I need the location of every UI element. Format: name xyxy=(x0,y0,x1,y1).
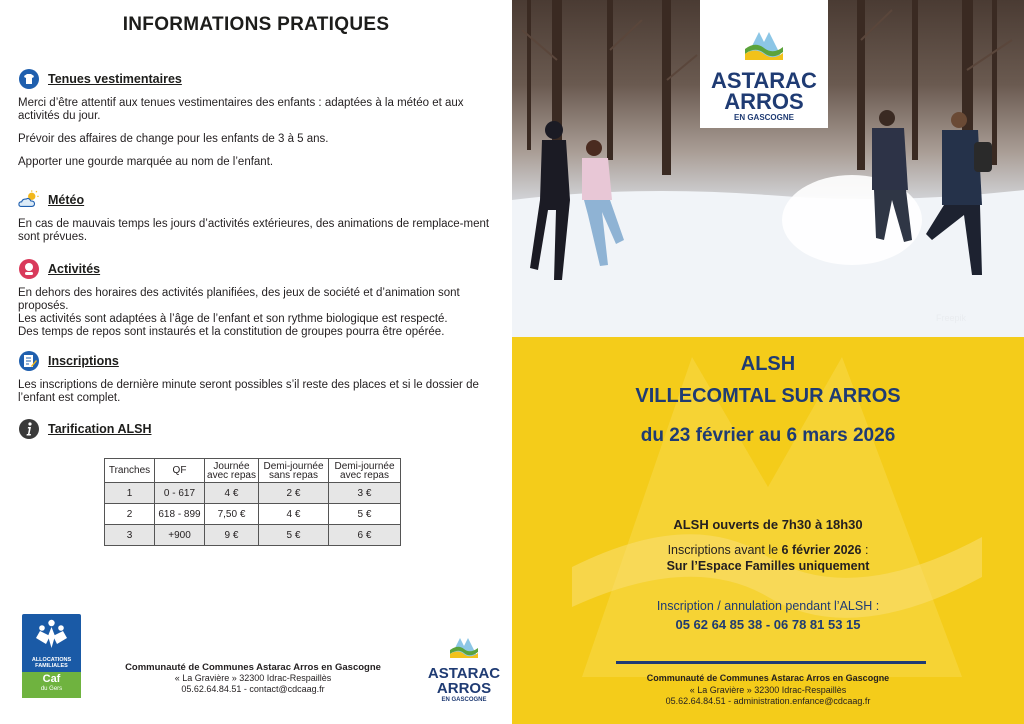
table-cell: 5 € xyxy=(329,504,401,525)
astarac-mark-icon xyxy=(446,636,482,660)
table-cell: 0 - 617 xyxy=(155,483,205,504)
footer-contact: 05.62.64.84.51 - administration.enfance@cdcaag.fr xyxy=(665,696,871,706)
table-cell: 5 € xyxy=(259,525,329,546)
logo-line2: ARROS xyxy=(724,89,804,114)
weather-icon xyxy=(18,189,40,211)
table-cell: 6 € xyxy=(329,525,401,546)
table-cell: 1 xyxy=(105,483,155,504)
caf-line1: ALLOCATIONS xyxy=(31,657,72,663)
paragraph: Les activités sont adaptées à l’âge de l’enfant et son rythme biologique est respecté. xyxy=(18,313,448,325)
table-cell: +900 xyxy=(155,525,205,546)
title-location: VILLECOMTAL SUR ARROS xyxy=(635,385,901,407)
tshirt-icon xyxy=(18,68,40,90)
table-cell: 3 xyxy=(105,525,155,546)
paragraph: Prévoir des affaires de change pour les enfants de 3 à 5 ans. xyxy=(18,133,329,145)
table-row xyxy=(105,525,401,546)
section-title: Activités xyxy=(48,262,101,276)
photo-credit: Freepik xyxy=(935,313,966,323)
table-header-row xyxy=(105,459,401,483)
paragraph: Des temps de repos sont instaurés et la constitution de groupes pourra être opérée. xyxy=(18,326,445,338)
table-cell: 2 xyxy=(105,504,155,525)
activities-icon xyxy=(18,258,40,280)
footer-org: Communauté de Communes Astarac Arros en Gascogne xyxy=(646,673,890,683)
info-panel xyxy=(512,337,1024,724)
table-header: Tranches xyxy=(105,459,155,483)
logo-line2: ARROS xyxy=(436,680,492,697)
inscription-where: Sur l’Espace Familles uniquement xyxy=(666,559,870,573)
right-page xyxy=(512,0,1024,724)
footer-address: « La Gravière » 32300 Idrac-Respaillès xyxy=(174,673,332,683)
logo-line3: EN GASCOGNE xyxy=(441,697,487,703)
snow-photo xyxy=(512,0,1024,337)
paragraph: Merci d’être attentif aux tenues vestimentaires des enfants : adaptées à la météo et aux activités du jour. xyxy=(18,97,464,122)
divider xyxy=(616,661,926,664)
caf-line2: FAMILIALES xyxy=(35,663,68,669)
inscription-deadline xyxy=(512,543,1024,557)
pricing-table xyxy=(104,458,401,546)
section-pricing xyxy=(18,418,503,440)
registration-icon xyxy=(18,350,40,372)
page-title: INFORMATIONS PRATIQUES xyxy=(122,14,390,35)
caf-sub: du Gers xyxy=(40,686,63,692)
table-cell: 4 € xyxy=(205,483,259,504)
paragraph: Apporter une gourde marquée au nom de l’enfant. xyxy=(18,156,274,168)
table-header: Demi-journée avec repas xyxy=(329,459,401,483)
logo-line1: ASTARAC xyxy=(711,68,817,93)
caf-logo xyxy=(22,614,81,698)
footer-org: Communauté de Communes Astarac Arros en Gascogne xyxy=(125,662,381,673)
paragraph: En dehors des horaires des activités planifiées, des jeux de société et d’animation sont proposés. xyxy=(18,287,460,312)
table-cell: 2 € xyxy=(259,483,329,504)
footer-left xyxy=(118,662,388,695)
table-row xyxy=(105,483,401,504)
table-header: Demi-journée sans repas xyxy=(259,459,329,483)
table-cell: 3 € xyxy=(329,483,401,504)
footer-contact: 05.62.64.84.51 - contact@cdcaag.fr xyxy=(181,684,325,694)
footer-address: « La Gravière » 32300 Idrac-Respaillès xyxy=(689,685,847,695)
info-icon xyxy=(18,418,40,440)
caf-name: Caf xyxy=(42,673,61,685)
logo-line3: EN GASCOGNE xyxy=(733,113,794,122)
section-activities xyxy=(18,258,503,339)
section-registration xyxy=(18,350,503,405)
table-header: QF xyxy=(155,459,205,483)
phone-numbers: 05 62 64 85 38 - 06 78 81 53 15 xyxy=(675,617,861,632)
table-cell: 7,50 € xyxy=(205,504,259,525)
section-title: Inscriptions xyxy=(48,354,119,368)
section-clothing xyxy=(18,68,503,169)
astarac-mark-icon xyxy=(741,30,787,62)
astarac-logo xyxy=(700,0,828,128)
table-cell: 4 € xyxy=(259,504,329,525)
title-alsh: ALSH xyxy=(740,353,796,375)
inscription-date: 6 février 2026 xyxy=(781,543,862,557)
opening-hours: ALSH ouverts de 7h30 à 18h30 xyxy=(673,517,863,532)
cancel-label: Inscription / annulation pendant l’ALSH : xyxy=(656,599,880,613)
logo-line1: ASTARAC xyxy=(427,665,501,682)
caf-emblem-icon xyxy=(22,614,81,656)
paragraph: Les inscriptions de dernière minute seront possibles s’il reste des places et si le dossier de l’enfant est complet. xyxy=(18,379,479,404)
inscription-prefix: Inscriptions avant le xyxy=(667,543,782,557)
paragraph: En cas de mauvais temps les jours d’activités extérieures, des animations de remplace-ment sont prévues. xyxy=(18,218,490,243)
section-weather xyxy=(18,189,503,244)
inscription-suffix: : xyxy=(861,543,869,557)
title-dates: du 23 février au 6 mars 2026 xyxy=(640,425,896,446)
section-title: Météo xyxy=(48,193,85,207)
table-cell: 9 € xyxy=(205,525,259,546)
section-title: Tenues vestimentaires xyxy=(48,72,182,86)
astarac-logo-small xyxy=(426,636,502,704)
table-row xyxy=(105,504,401,525)
table-cell: 618 - 899 xyxy=(155,504,205,525)
table-header: Journée avec repas xyxy=(205,459,259,483)
section-title: Tarification ALSH xyxy=(48,422,152,436)
